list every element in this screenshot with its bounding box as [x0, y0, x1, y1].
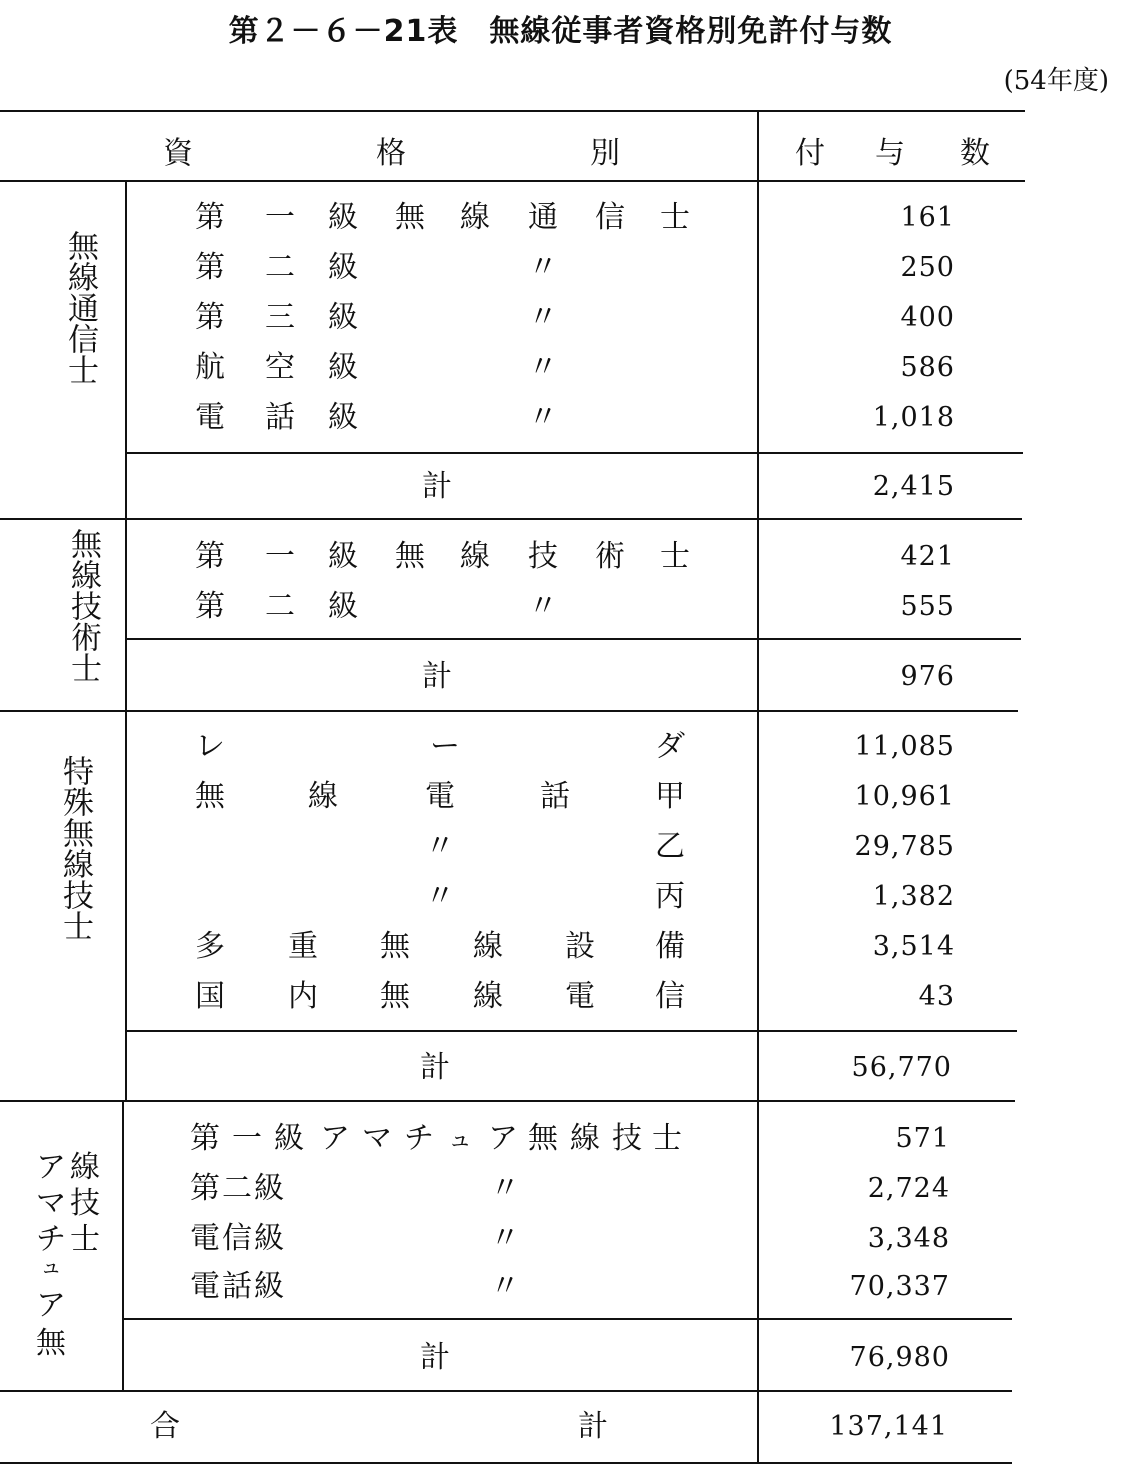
ditto-mark: 〃 [528, 300, 558, 335]
row-count: 11,085 [854, 731, 955, 762]
subtotal-label: 計 [422, 659, 452, 694]
row-name-char: 第 [195, 539, 225, 574]
row-name-char: 話 [222, 1269, 252, 1304]
subtotal-count: 76,980 [849, 1342, 950, 1373]
row-count: 1,382 [872, 881, 955, 912]
row-count: 555 [900, 591, 955, 622]
row-count: 2,724 [867, 1173, 950, 1204]
table-row [190, 582, 690, 632]
table-row [190, 343, 690, 393]
table-row [190, 722, 690, 772]
table-row [190, 193, 690, 243]
table-row [190, 822, 690, 872]
row-name-char: 無 [195, 779, 225, 814]
rule-group3-subtotal [125, 1030, 1017, 1032]
row-name-char: 信 [595, 200, 625, 235]
row-name-char: 技 [612, 1121, 642, 1156]
row-name-char: 第 [195, 589, 225, 624]
header-count-2: 与 [875, 136, 905, 171]
header-count-1: 付 [795, 136, 825, 171]
rule-group1-bottom [0, 518, 1022, 520]
row-name-char: 級 [254, 1269, 284, 1304]
row-name-char: 第 [195, 250, 225, 285]
row-name-char: 無 [528, 1121, 558, 1156]
category-amateur-col-left-2: マ [36, 1186, 66, 1221]
row-name-char: ア [488, 1121, 518, 1156]
rule-group3-bottom [0, 1100, 1015, 1102]
row-name-char: 技 [528, 539, 558, 574]
row-name-char: 電 [425, 779, 455, 814]
ditto-mark: 〃 [490, 1221, 520, 1256]
row-name-char: 話 [540, 779, 570, 814]
category-amateur-col-left-3: チ [36, 1222, 66, 1257]
row-name-char: 信 [222, 1221, 252, 1256]
category-amateur-col-left-4: ュ [39, 1255, 62, 1280]
ditto-mark: 〃 [528, 589, 558, 624]
table-row [190, 872, 690, 922]
row-name-char: 線 [308, 779, 338, 814]
row-count: 400 [900, 302, 955, 333]
row-name-char: 一 [232, 1121, 262, 1156]
rule-group4-subtotal [122, 1318, 1012, 1320]
row-name-char: 第 [195, 300, 225, 335]
row-name-char: 乙 [655, 829, 685, 864]
rule-group2-bottom [0, 710, 1018, 712]
grand-total-label-2: 計 [578, 1409, 608, 1444]
table-title: 第２－６－21表 無線従事者資格別免許付与数 [228, 14, 893, 49]
row-count: 70,337 [849, 1271, 950, 1302]
row-count: 3,348 [867, 1223, 950, 1254]
subtotal-label: 計 [420, 1340, 450, 1375]
row-count: 29,785 [854, 831, 955, 862]
row-name-char: 設 [565, 929, 595, 964]
row-name-char: 級 [328, 200, 358, 235]
row-name-char: 電 [195, 400, 225, 435]
table-row [190, 532, 690, 582]
ditto-mark: 〃 [490, 1171, 520, 1206]
row-name-char: 話 [265, 400, 295, 435]
row-count: 421 [900, 541, 955, 572]
row-name-char: 級 [254, 1221, 284, 1256]
row-name-char: ー [430, 729, 460, 764]
row-name-char: ュ [448, 1125, 472, 1153]
row-name-char: 二 [265, 589, 295, 624]
rule-group3-category [125, 710, 127, 1100]
header-count-3: 数 [960, 136, 990, 171]
row-name-char: 甲 [655, 779, 685, 814]
subtotal-count: 976 [900, 661, 955, 692]
category-amateur-col-left-6: 無 [36, 1326, 66, 1361]
grand-total-count: 137,141 [829, 1411, 948, 1442]
row-count: 250 [900, 252, 955, 283]
row-count: 586 [900, 352, 955, 383]
ditto-mark: 〃 [528, 400, 558, 435]
table-row [190, 1164, 690, 1214]
category-amateur-col-left-1: ア [36, 1150, 66, 1185]
table-row [190, 1262, 690, 1312]
ditto-mark: 〃 [425, 879, 455, 914]
row-name-char: 士 [652, 1121, 682, 1156]
category-radio-operator: 無線通信士 [62, 230, 98, 385]
row-name-char: 内 [288, 979, 318, 1014]
row-name-char: マ [362, 1121, 392, 1156]
row-count: 10,961 [854, 781, 955, 812]
rule-group2-subtotal [125, 638, 1021, 640]
rule-top [0, 110, 1025, 112]
row-name-char: 級 [328, 589, 358, 624]
row-name-char: 多 [195, 929, 225, 964]
rule-group4-bottom [0, 1390, 1012, 1392]
row-name-char: 三 [265, 300, 295, 335]
row-name-char: 信 [655, 979, 685, 1014]
row-name-char: 国 [195, 979, 225, 1014]
table-row [190, 772, 690, 822]
ditto-mark: 〃 [528, 350, 558, 385]
table-row [190, 1114, 690, 1164]
table-row [190, 922, 690, 972]
row-name-char: ア [320, 1121, 350, 1156]
rule-group2-category [125, 518, 127, 710]
row-name-char: 無 [395, 539, 425, 574]
grand-total-label-1: 合 [150, 1409, 180, 1444]
row-name-char: 一 [265, 200, 295, 235]
row-count: 571 [895, 1123, 950, 1154]
row-name-char: 無 [380, 979, 410, 1014]
rule-group1-category [125, 180, 127, 518]
row-name-char: 士 [660, 539, 690, 574]
row-name-char: 級 [254, 1171, 284, 1206]
row-name-char: 備 [655, 929, 685, 964]
category-amateur-col-right-3: 士 [70, 1222, 100, 1257]
row-name-char: 級 [328, 250, 358, 285]
row-count: 43 [918, 981, 955, 1012]
row-name-char: 通 [528, 200, 558, 235]
row-name-char: 航 [195, 350, 225, 385]
row-name-char: 線 [570, 1121, 600, 1156]
rule-group4-category [122, 1100, 124, 1390]
row-name-char: 丙 [655, 879, 685, 914]
row-name-char: 線 [460, 200, 490, 235]
row-name-char: 第 [190, 1171, 220, 1206]
row-count: 161 [900, 202, 955, 233]
ditto-mark: 〃 [490, 1269, 520, 1304]
header-qualification-1: 資 [163, 136, 193, 171]
row-name-char: 術 [595, 539, 625, 574]
category-amateur-col-right-2: 技 [70, 1186, 100, 1221]
category-special-radio-operator: 特殊無線技士 [57, 755, 93, 941]
ditto-mark: 〃 [528, 250, 558, 285]
row-count: 1,018 [872, 402, 955, 433]
category-amateur-col-left-5: ア [36, 1288, 66, 1323]
row-name-char: 級 [328, 400, 358, 435]
table-row [190, 393, 690, 443]
row-name-char: 電 [190, 1269, 220, 1304]
fiscal-year-note: (54年度) [1003, 66, 1109, 96]
row-name-char: ダ [655, 729, 685, 764]
row-name-char: レ [195, 729, 225, 764]
row-name-char: 第 [190, 1121, 220, 1156]
row-name-char: チ [404, 1121, 434, 1156]
row-count: 3,514 [872, 931, 955, 962]
row-name-char: 一 [265, 539, 295, 574]
row-name-char: 第 [195, 200, 225, 235]
table-row [190, 1214, 690, 1264]
subtotal-count: 2,415 [872, 471, 955, 502]
rule-bottom [0, 1462, 1012, 1464]
row-name-char: 級 [328, 350, 358, 385]
category-radio-engineer: 無線技術士 [65, 528, 101, 683]
row-name-char: 無 [395, 200, 425, 235]
table-row [190, 293, 690, 343]
table-row [190, 243, 690, 293]
row-name-char: 二 [222, 1171, 252, 1206]
row-name-char: 電 [565, 979, 595, 1014]
rule-header-bottom [0, 180, 1025, 182]
ditto-mark: 〃 [425, 829, 455, 864]
row-name-char: 電 [190, 1221, 220, 1256]
rule-group1-subtotal [125, 452, 1023, 454]
row-name-char: 二 [265, 250, 295, 285]
subtotal-label: 計 [422, 469, 452, 504]
row-name-char: 級 [274, 1121, 304, 1156]
subtotal-count: 56,770 [851, 1052, 952, 1083]
row-name-char: 線 [460, 539, 490, 574]
category-amateur-col-right-1: 線 [70, 1150, 100, 1185]
header-qualification-2: 格 [376, 136, 406, 171]
row-name-char: 重 [288, 929, 318, 964]
row-name-char: 空 [265, 350, 295, 385]
row-name-char: 線 [473, 929, 503, 964]
row-name-char: 無 [380, 929, 410, 964]
row-name-char: 級 [328, 300, 358, 335]
row-name-char: 級 [328, 539, 358, 574]
row-name-char: 士 [660, 200, 690, 235]
header-qualification-3: 別 [590, 136, 620, 171]
table-row [190, 972, 690, 1022]
subtotal-label: 計 [420, 1050, 450, 1085]
row-name-char: 線 [473, 979, 503, 1014]
